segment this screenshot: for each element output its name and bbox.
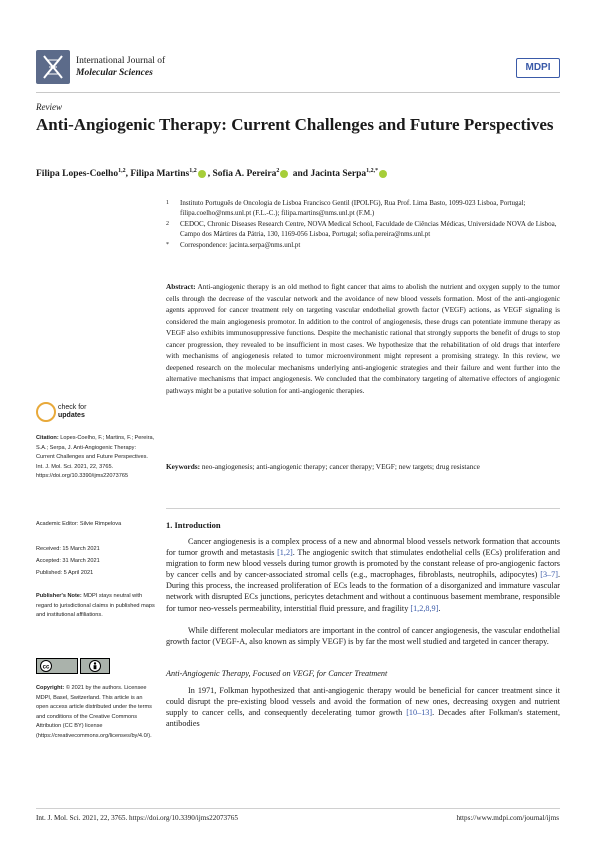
- check-for-updates-line2: updates: [58, 412, 85, 419]
- author-affiliation-marker: 1,2: [189, 168, 197, 174]
- article-title: Anti-Angiogenic Therapy: Current Challenges and Future Perspectives: [36, 115, 554, 134]
- citation-link[interactable]: [3–7]: [540, 570, 558, 580]
- orcid-icon[interactable]: [379, 170, 387, 178]
- affiliation-text: Instituto Português de Oncologia de Lisboa Francisco Gentil (IPOLFG), Rua Prof. Lima Basto, 1099-023 Lisboa, Portugal; filipa.coelho@nms.unl.pt (F.L.-C.); filipa.martins@nms.unl.pt (F.M.): [180, 199, 526, 217]
- p3-text-a: In 1971, Folkman hypothesized that anti-angiogenic therapy would be beneficial for cancer treatment since it could disrupt the pre-existing blood vessels and avoid the formation of new ones, decreasing oxygen and nutrient supply to cancer cells, and consequently decelerating tumor growth: [166, 686, 560, 718]
- affiliation-item: [166, 198, 560, 218]
- journal-name-line1: International Journal of: [76, 56, 166, 66]
- author-separator: ,: [207, 169, 213, 180]
- abstract-text: Anti-angiogenic therapy is an old method to fight cancer that aims to abolish the nutrient and oxygen supply to the tumor cells through the decrease of the vascular network and the avoidance of new blood vessels formation. Most of the anti-angiogenic agents approved for cancer treatment rely on targeting vascular endothelial growth factor (VEGF) actions, as VEGF signaling is considered the main angiogenesis promotor. In addition to the control of angiogenesis, these drugs can potentiate immune therapy as VEGF also exhibits immunosuppressive functions. Despite the mechanistic rational that strongly supports the benefit of drugs to stop cancer progression, they revealed to be insufficient in most cases. We hypothesize that the rehabilitation of old drugs that interfere with mechanisms of angiogenesis related to tumor microenvironment might represent a promising strategy. In this review, we deepened research on the molecular mechanisms underlying anti-angiogenic strategies and their failure and went further into the alternative mechanisms that impact angiogenesis. We concluded that the combinatory targeting of alternative effectors of angiogenic pathways might be a putative solution for anti-angiogenic therapies.: [166, 282, 560, 395]
- author-list: [36, 168, 389, 179]
- published-date: Published: 5 April 2021: [36, 570, 94, 576]
- cc-license-icon[interactable]: [36, 658, 78, 674]
- author-name: Jacinta Serpa: [310, 169, 367, 180]
- p1-text-c: . During this process, the increased proliferation of ECs leads to the formation of a disorganized and immature vascular network with disrupted ECs junctions, pericytes detachment and without a continuous basement membrane, responsible for tumor neo-vessels permeability, interstitial fluid pressure, and fragility: [166, 570, 560, 613]
- keywords-text: neo-angiogenesis; anti-angiogenic therapy; cancer therapy; VEGF; new targets; drug resistance: [201, 462, 480, 471]
- affiliation-number: 2: [166, 221, 169, 227]
- body-paragraph-2: While different molecular mediators are important in the control of cancer angiogenesis, the vascular endothelial growth factor (VEGF-A, also known as simply VEGF) is by far the most well studied and targeted in cancer therapy.: [166, 626, 560, 647]
- author-name: Filipa Lopes-Coelho: [36, 169, 119, 180]
- p1-text-a: Cancer angiogenesis is a complex process of a new and abnormal blood vessels network formation that accounts for tumor growth and metastasis: [166, 537, 560, 558]
- citation-link[interactable]: [1,2]: [277, 548, 293, 558]
- body-paragraph-1: [166, 536, 560, 614]
- footer-citation[interactable]: Int. J. Mol. Sci. 2021, 22, 3765. https://doi.org/10.3390/ijms22073765: [36, 814, 238, 822]
- abstract-divider: [166, 508, 560, 509]
- affiliation-number: *: [166, 242, 169, 248]
- publisher-note: [36, 592, 156, 621]
- by-license-icon[interactable]: [80, 658, 110, 674]
- affiliation-item: [166, 240, 560, 250]
- journal-logo: [36, 50, 70, 84]
- accepted-date: Accepted: 31 March 2021: [36, 558, 100, 564]
- author-separator: ,: [125, 169, 131, 180]
- check-for-updates-icon[interactable]: [36, 402, 56, 422]
- publisher-note-label: Publisher's Note:: [36, 593, 82, 599]
- citation-link[interactable]: [1,2,8,9]: [410, 603, 439, 613]
- author-affiliation-marker: 1,2,*: [366, 168, 379, 174]
- copyright-label: Copyright:: [36, 685, 65, 691]
- affiliations: [166, 198, 560, 251]
- check-for-updates-line1: check for: [58, 404, 87, 411]
- affiliation-item: [166, 219, 560, 239]
- p3-text-b: . Decades after Folkman's statement, antibodies: [166, 708, 561, 729]
- author-affiliation-marker: 1,2: [118, 168, 126, 174]
- body-paragraph-3: [166, 685, 560, 729]
- keywords-label: Keywords:: [166, 462, 201, 471]
- svg-text:cc: cc: [42, 664, 50, 671]
- author-name: Filipa Martins: [130, 169, 190, 180]
- received-date: Received: 15 March 2021: [36, 546, 100, 552]
- article-type: Review: [36, 102, 62, 112]
- p1-text-d: .: [438, 603, 441, 613]
- academic-editor: Academic Editor: Silvie Rimpelova: [36, 521, 122, 527]
- check-for-updates-button[interactable]: [58, 404, 86, 420]
- publisher-note-text: MDPI stays neutral with regard to jurisdictional claims in published maps and institutional affiliations.: [36, 593, 155, 619]
- footer-divider: [36, 808, 560, 809]
- orcid-icon[interactable]: [198, 170, 206, 178]
- citation: [36, 434, 156, 482]
- mdpi-logo[interactable]: MDPI: [516, 58, 560, 78]
- journal-name: [76, 56, 165, 79]
- affiliation-text: CEDOC, Chronic Diseases Research Centre, NOVA Medical School, Faculdade de Ciências Médicas, Universidade NOVA de Lisboa, Campo dos Mártires da Pátria, 130, 1169-056 Lisboa, Portugal; sofia.pereira@nms.unl.pt: [180, 220, 557, 238]
- copyright-text: © 2021 by the authors. Licensee MDPI, Basel, Switzerland. This article is an open access article distributed under the terms and conditions of the Creative Commons Attribution (CC BY) license (https://creativecommons.org/licenses/by/4.0/).: [36, 685, 152, 739]
- orcid-icon[interactable]: [280, 170, 288, 178]
- citation-text: Lopes-Coelho, F.; Martins, F.; Pereira, S.A.; Serpa, J. Anti-Angiogenic Therapy: Current Challenges and Future Perspectives. Int. J. Mol. Sci. 2021, 22, 3765. https://doi.org/10.3390/ijms22073765: [36, 435, 155, 480]
- subsection-heading: Anti-Angiogenic Therapy, Focused on VEGF, for Cancer Treatment: [166, 669, 388, 678]
- affiliation-text: Correspondence: jacinta.serpa@nms.unl.pt: [180, 241, 301, 249]
- abstract: [166, 281, 560, 396]
- p1-text-b: . The angiogenic switch that stimulates endothelial cells (ECs) proliferation and migration to form new blood vessels during tumor growth is promoted by the constant release of pro-angiogenic factors by cancer cells and by cancer-associated stromal cells (e.g., macrophages, fibroblasts, neutrophils, adipocytes): [166, 548, 560, 580]
- author-separator: and: [290, 169, 311, 180]
- abstract-label: Abstract:: [166, 282, 196, 291]
- section-heading-introduction: 1. Introduction: [166, 520, 221, 530]
- keywords: [166, 461, 560, 473]
- header-divider: [36, 92, 560, 93]
- affiliation-number: 1: [166, 200, 169, 206]
- footer-journal-url[interactable]: https://www.mdpi.com/journal/ijms: [456, 814, 559, 822]
- author-name: Sofia A. Pereira: [212, 169, 277, 180]
- citation-link[interactable]: [10–13]: [406, 708, 433, 718]
- citation-label: Citation:: [36, 435, 59, 441]
- journal-name-line2: Molecular Sciences: [76, 67, 153, 78]
- author-affiliation-marker: 2: [276, 168, 280, 174]
- copyright: [36, 684, 156, 742]
